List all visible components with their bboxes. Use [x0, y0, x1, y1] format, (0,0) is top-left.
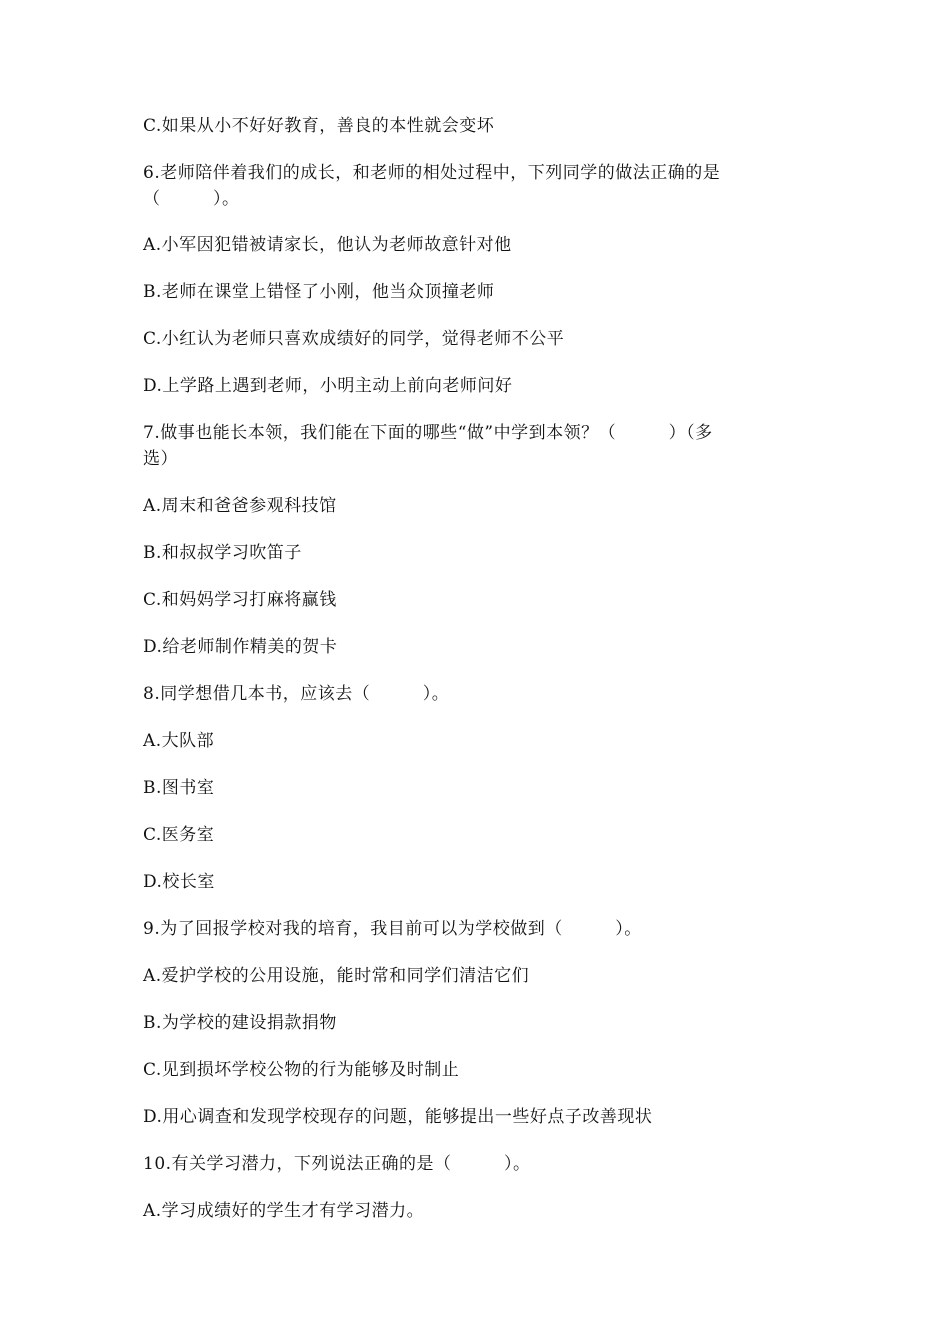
question-9-option-d: D.用心调查和发现学校现存的问题，能够提出一些好点子改善现状 — [143, 1107, 653, 1127]
question-7-stem-cont: 选） — [143, 449, 178, 469]
question-8-option-d: D.校长室 — [143, 872, 215, 892]
question-9-option-c: C.见到损坏学校公物的行为能够及时制止 — [143, 1060, 460, 1080]
question-7-stem: 7.做事也能长本领，我们能在下面的哪些“做”中学到本领？（ ）（多 — [143, 423, 713, 443]
question-7-option-b: B.和叔叔学习吹笛子 — [143, 543, 302, 563]
question-8-stem: 8.同学想借几本书，应该去（ ）。 — [143, 684, 450, 704]
question-6-option-c: C.小红认为老师只喜欢成绩好的同学，觉得老师不公平 — [143, 329, 565, 349]
question-7-option-c: C.和妈妈学习打麻将赢钱 — [143, 590, 337, 610]
question-9-option-b: B.为学校的建设捐款捐物 — [143, 1013, 337, 1033]
question-9-stem: 9.为了回报学校对我的培育，我目前可以为学校做到（ ）。 — [143, 919, 642, 939]
question-6-option-b: B.老师在课堂上错怪了小刚，他当众顶撞老师 — [143, 282, 495, 302]
question-9-option-a: A.爱护学校的公用设施，能时常和同学们清洁它们 — [143, 966, 530, 986]
question-8-option-b: B.图书室 — [143, 778, 215, 798]
question-6-option-d: D.上学路上遇到老师，小明主动上前向老师问好 — [143, 376, 513, 396]
question-6-stem: 6.老师陪伴着我们的成长，和老师的相处过程中，下列同学的做法正确的是 — [143, 163, 721, 183]
question-8-option-c: C.医务室 — [143, 825, 215, 845]
question-7-option-d: D.给老师制作精美的贺卡 — [143, 637, 338, 657]
question-6-option-a: A.小军因犯错被请家长，他认为老师故意针对他 — [143, 235, 512, 255]
question-8-option-a: A.大队部 — [143, 731, 215, 751]
option-c-q5: C.如果从小不好好教育，善良的本性就会变坏 — [143, 116, 495, 136]
question-10-stem: 10.有关学习潜力，下列说法正确的是（ ）。 — [143, 1154, 531, 1174]
question-7-option-a: A.周末和爸爸参观科技馆 — [143, 496, 337, 516]
question-10-option-a: A.学习成绩好的学生才有学习潜力。 — [143, 1201, 425, 1221]
question-6-blank: （ ）。 — [143, 189, 240, 209]
